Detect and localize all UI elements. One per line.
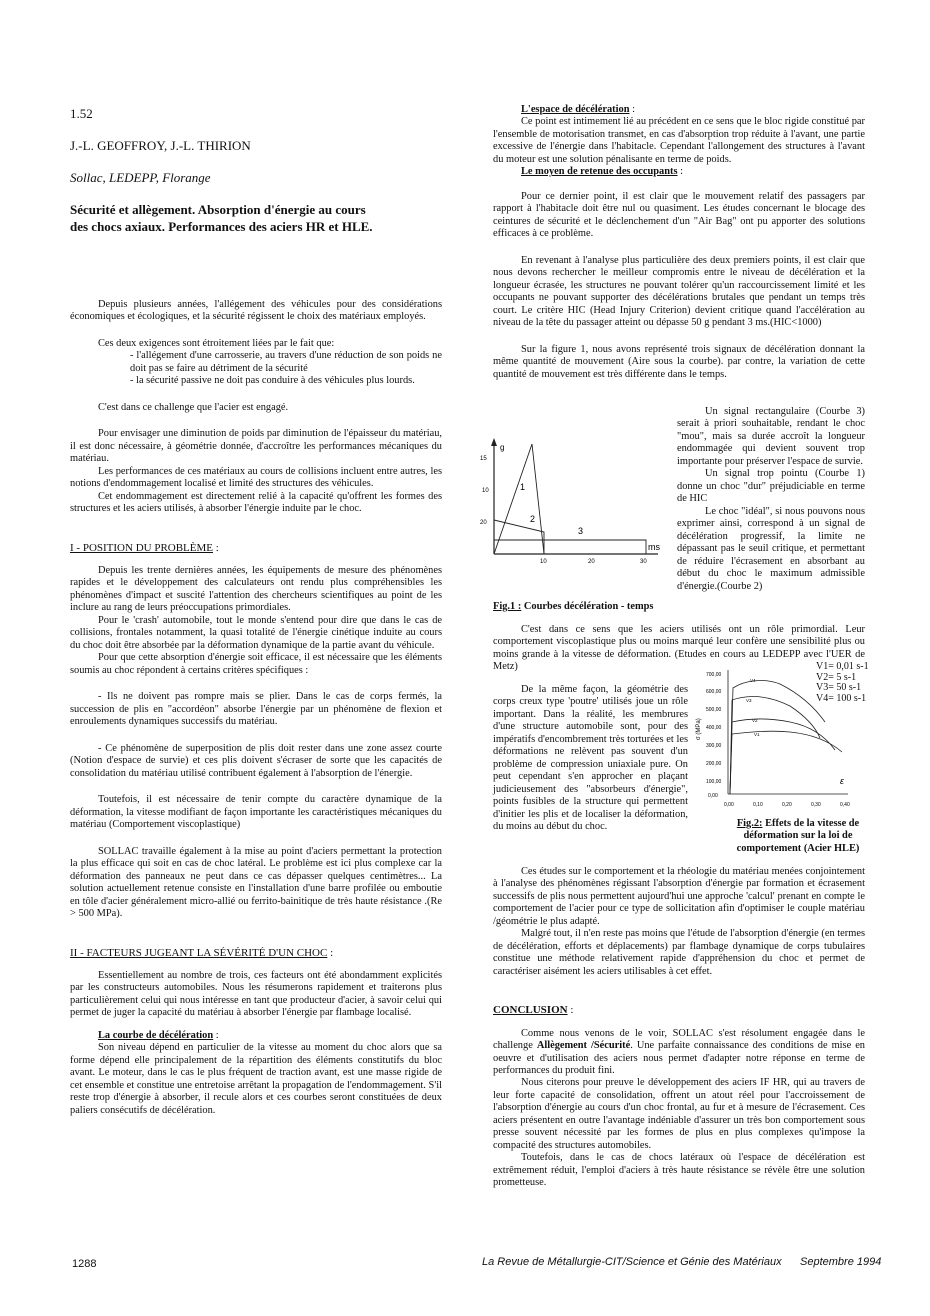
list-item: - Ce phénomène de superposition de plis doit rester dans une zone assez courte (Notion d'espace de survie) et ces plis doivent s'écraser de sorte que les capacités de consolidation du matériau utilisé contribuent également à l'absorption de l'énergie. [70, 742, 442, 779]
x-tick-label: 10 [540, 559, 547, 565]
list-item: - l'allégement d'une carrosserie, au travers d'une réduction de son poids ne doit pas se faire au détriment de la sécurité [130, 350, 442, 374]
x-tick-label: 0,10 [753, 802, 763, 808]
curve-2 [494, 520, 544, 554]
paragraph: Pour le 'crash' automobile, tout le monde s'entend pour dire que dans le cas de collisions, frontales notamment, la quasi totalité de l'énergie cinétique induite au cours du choc doit être absorbée par la déformation dynamique de la partie avant du véhicule. [70, 614, 442, 651]
curve-v3 [730, 697, 820, 794]
subsection-title: La courbe de décélération [98, 1029, 214, 1041]
deceleration-time-chart [478, 436, 668, 586]
y-tick-label: 15 [480, 456, 487, 462]
heading-colon: : [629, 104, 635, 115]
paragraph: Toutefois, il est nécessaire de tenir compte du caractère dynamique de la déformation, la vitesse modifiant de façon importante les caractéristiques mécaniques du matériau (Comportement viscoplastique) [70, 794, 442, 831]
curve-label: V1 [754, 732, 760, 737]
legend-entry: V3= 50 s-1 [816, 682, 862, 693]
heading-colon: : [327, 946, 334, 959]
paragraph: Pour que cette absorption d'énergie soit efficace, il est nécessaire que les éléments soumis au choc répondent à certains critères spécifiques : [70, 652, 442, 676]
subsection-title: Le moyen de retenue des occupants [521, 166, 678, 178]
section-heading [493, 1004, 865, 1017]
paragraph: Cet endommagement est directement relié à la capacité qu'offrent les formes des structures et les aciers utilisés, à absorber l'énergie induite par le choc. [70, 490, 442, 515]
paragraph: Essentiellement au nombre de trois, ces facteurs ont été abondamment explicités par les constructeurs automobiles. Nous les résumerons rapidement et traiterons plus particulièrement celui qui nous intéresse en tant que producteur d'acier, à savoir celui qui permet de juger la capacité du matériau à absorber l'énergie par flambage localisé. [70, 969, 442, 1019]
subsection-heading [493, 104, 865, 116]
paragraph: De la même façon, la géométrie des corps creux type 'poutre' utilisés joue un rôle important. Dans la réalité, les membrures d'une structure automobile sont, pour des impératifs d'encombrement très torturées et les déformations ne relèvent pas souvent d'un problème de compression uniaxiale pure. On peut cependant s'en approcher en plaçant judicieusement des "absorbeurs d'énergie", points fusibles de la structure qui permettent d'initier les plis et de localiser la déformation, du moins au début du choc. [493, 684, 688, 833]
paragraph: Ce point est intimement lié au précédent en ce sens que le bloc rigide constitué par l'ensemble de motorisation transmet, en cas d'absorption trop réduite à l'avant, une partie excessive de l'énergie dans l'habitacle. Cependant l'allongement des structures à l'avant du moteur est une solution pénalisante en terme de poids. [493, 116, 865, 165]
caption-line: comportement (Acier HLE) [736, 842, 860, 854]
section-title: II - FACTEURS JUGEANT LA SÉVÉRITÉ D'UN CHOC [70, 946, 328, 959]
section-heading [70, 542, 442, 555]
figure-2-caption [728, 818, 868, 855]
curve-label: V3 [746, 698, 752, 703]
section-title: I - POSITION DU PROBLÈME [70, 541, 213, 554]
right-column-narrow [493, 684, 688, 834]
article-number: 1.52 [70, 106, 93, 121]
y-axis-label: g [500, 443, 505, 452]
list-item: - la sécurité passive ne doit pas conduire à des véhicules plus lourds. [130, 375, 415, 387]
paragraph: C'est dans ce challenge que l'acier est engagé. [98, 401, 289, 413]
figure-1-caption [493, 601, 653, 612]
y-tick-label: 200,00 [706, 761, 722, 767]
paragraph: Pour ce dernier point, il est clair que le mouvement relatif des passagers par rapport à l'habitacle doit être nul ou quasiment. Les études concernant le blocage des ceintures de sécurité et le déclenchement d'un "Air Bag" ont pu apporter des solutions efficaces à ce problème. [493, 190, 865, 240]
paragraph: Ces deux exigences sont étroitement liées par le fait que: [98, 337, 335, 349]
paragraph: Son niveau dépend en particulier de la vitesse au moment du choc alors que sa forme dépend elle principalement de la répartition des éléments constitutifs du bloc avant. Le moteur, dans le cas le plus fréquent de traction avant, est une masse rigide de cet ensemble et constitue une entretoise arrêtant la propagation de l'endommagement. S'il reste trop d'énergie à absorber, il recule alors et ces courbes seront constituées de deux paliers consécutifs de décélération. [70, 1042, 442, 1116]
heading-colon: : [567, 1004, 574, 1017]
curve-3 [494, 540, 646, 554]
y-axis-label: σ (MPa) [696, 718, 702, 740]
figure-label: Fig.1 : [493, 601, 522, 612]
paragraph: SOLLAC travaille également à la mise au point d'aciers permettant la protection la plus efficace qui soit en cas de choc latéral. Le problème est ici plus complexe car la déformation des panneaux ne peut dans ce cas dépasser quelques centimètres... La solution actuellement retenue consiste en l'installation d'une barre profilée ou emboutie en tôle d'acier généralement micro-allié ou ferrito-bainitique de très haute résistance .(Re > 500 MPa). [70, 845, 442, 920]
paragraph: Pour envisager une diminution de poids par diminution de l'épaisseur du matériau, il est donc nécessaire, à géométrie donnée, d'accroître les performances mécaniques du matériau. [70, 428, 442, 465]
subsection-heading [70, 1030, 442, 1042]
curve-label: 2 [530, 514, 536, 524]
curve-label: 3 [578, 526, 584, 536]
heading-colon: : [213, 1029, 219, 1041]
right-column-top [493, 104, 865, 381]
subsection-title: L'espace de décélération [521, 104, 630, 115]
text-run: Comme nous venons de le voir, SOLLAC s'est résolument engagée dans le challenge [493, 1027, 865, 1052]
list-item: - Ils ne doivent pas rompre mais se plier. Dans le cas de corps fermés, la succession de plis en "accordéon" absorbe l'énergie par un phénomène de flexion et enroulements dynamiques successifs du matériau. [70, 691, 442, 728]
x-tick-label: 0,00 [724, 802, 734, 808]
paragraph: Depuis les trente dernières années, les équipements de mesure des phénomènes rapides et le développement des calculateurs ont rendu plus compréhensibles les phénomènes d'impact et suscité l'attention des chercheurs scientifiques au point de les inclure au rang de leurs préoccupations primordiales. [70, 564, 442, 614]
paragraph [493, 1028, 865, 1078]
curve-label: V2 [752, 718, 758, 723]
paragraph: Toutefois, dans le cas de chocs latéraux où l'espace de décélération est extrêmement réduit, l'emploi d'aciers à très haute résistance se révèle être une solution prometteuse. [493, 1152, 865, 1189]
heading-colon: : [677, 166, 684, 178]
curve-v1 [730, 731, 842, 794]
curve-v2 [730, 719, 835, 794]
y-tick-label: 400,00 [706, 725, 722, 731]
y-axis-arrow [491, 438, 497, 446]
paragraph: Le choc "idéal", si nous pouvons nous exprimer ainsi, correspond à un signal de décélération progressif, la limite ne dépassant pas le seuil critique, et permettant de réduire l'écrasement en absorbant au début du choc le maximum admissible d'énergie.(Courbe 2) [677, 505, 865, 592]
x-tick-label: 0,20 [782, 802, 792, 808]
x-axis-label: ε [840, 776, 844, 786]
paragraph: Ces études sur le comportement et la rhéologie du matériau menées conjointement à l'analyse des phénomènes régissant l'absorption d'énergie par formation et écrasement successifs de plis nous permettent aujourd'hui une approche 'calcul' prenant en compte le comportement de l'acier pour ce type de sollicitation afin d'optimiser le couple matériau /géométrie le plus adapté. [493, 866, 865, 927]
text-run: . Une parfaite connaissance des conditions de mise en oeuvre et d'utilisation des aciers nous permet d'adapter notre réponse en terme de performances du produit fini. [493, 1040, 865, 1076]
paragraph: Nous citerons pour preuve le développement des aciers IF HR, qui au travers de leur forte capacité de consolidation, offrent un atout réel pour l'accroissement de l'absorption d'énergie au cours d'un choc frontal, au fur et à mesure de l'écrasement. Ces aciers présentent en outre l'avantage indéniable d'assurer un très bon comportement sous presse souvent nécessité par les formes de plus en plus complexes qu'impose la compacité des structures automobiles. [493, 1077, 865, 1151]
x-tick-label: 30 [640, 559, 647, 565]
journal-name: La Revue de Métallurgie-CIT/Science et Génie des Matériaux [482, 1256, 782, 1268]
title-line-1: Sécurité et allègement. Absorption d'énergie au cours [70, 202, 366, 217]
caption-text: Effets de la vitesse de [762, 818, 860, 829]
x-tick-label: 20 [588, 559, 595, 565]
y-tick-label: 20 [480, 520, 487, 526]
y-tick-label: 700,00 [706, 672, 722, 678]
y-tick-label: 0,00 [708, 793, 718, 799]
curve-1 [494, 444, 544, 554]
paragraph: C'est dans ce sens que les aciers utilisés ont un rôle primordial. Leur comportement viscoplastique plus ou moins marqué leur confère une sensibilité plus ou moins grande à la vitesse de déformation. (Etudes en cours au LEDEPP avec l'UER de Metz) [493, 624, 865, 673]
affiliation: Sollac, LEDEPP, Florange [70, 170, 211, 185]
issue-date: Septembre 1994 [800, 1256, 882, 1268]
caption-line: déformation sur la loi de [743, 830, 853, 842]
caption-line [728, 818, 868, 830]
paragraph: En revenant à l'analyse plus particulière des deux premiers points, il est clair que nous devons rechercher le meilleur compromis entre le niveau de décélération et la longueur écrasée, les structures ne pouvant tolérer qu'un raccourcissement limité et les occupants ne pouvant supporter des décélérations brutales que pendant un temps très court. Le critère HIC (Head Injury Criterion) devient critique quand l'accélération au niveau de la tête du passager atteint ou dépasse 50 g pendant 3 ms.(HIC<1000) [493, 254, 865, 329]
y-tick-label: 100,00 [706, 779, 722, 785]
text-run-bold: Allègement /Sécurité [536, 1040, 631, 1052]
section-title: CONCLUSION [493, 1004, 568, 1017]
paragraph: Depuis plusieurs années, l'allégement des véhicules pour des considérations économiques et écologiques, et la sécurité régissent le choix des matériaux employés. [70, 299, 442, 323]
legend-entry: V2= 5 s-1 [816, 671, 857, 683]
paragraph: Un signal rectangulaire (Courbe 3) serait à priori souhaitable, rendant le choc "mou", mais sa durée accroît la longueur endommagée qui devient souvent trop importante pour préserver l'espace de survie. [677, 406, 865, 467]
x-axis-label: ms [648, 542, 660, 552]
right-column-bottom [493, 866, 865, 1190]
x-tick-label: 0,40 [840, 802, 850, 808]
paragraph: Un signal trop pointu (Courbe 1) donne un choc "dur" préjudiciable en terme de HIC [677, 468, 865, 505]
y-tick-label: 600,00 [706, 689, 722, 695]
paragraph: Malgré tout, il n'en reste pas moins que l'étude de l'absorption d'énergie (en termes de décélération, efforts et déplacements) par flambage dynamique de corps tubulaires constitue une méthode relativement rapide d'appréhension du choc et permet de caractériser aisément les aciers utilisables à cet effet. [493, 928, 865, 977]
y-tick-label: 10 [482, 488, 489, 494]
heading-colon: : [213, 541, 219, 554]
left-column [70, 299, 442, 1117]
fig2-legend [816, 662, 869, 704]
legend-entry: V1= 0,01 s-1 [816, 661, 869, 672]
authors: J.-L. GEOFFROY, J.-L. THIRION [70, 138, 251, 153]
figure-label: Fig.2: [736, 818, 763, 829]
y-tick-label: 300,00 [706, 743, 722, 749]
legend-entry: V4= 100 s-1 [816, 692, 867, 704]
curve-label: V4 [750, 678, 756, 683]
article-title [70, 202, 373, 236]
y-tick-label: 500,00 [706, 707, 722, 713]
curve-label: 1 [520, 482, 526, 492]
page-number: 1288 [72, 1258, 97, 1270]
paragraph: Sur la figure 1, nous avons représenté trois signaux de décélération donnant la même quantité de mouvement (Aire sous la courbe). par contre, la variation de cette quantité de mouvement est très différente dans le temps. [493, 343, 865, 380]
fig1-description [677, 406, 865, 593]
subsection-heading [493, 166, 865, 178]
section-heading [70, 947, 442, 960]
x-tick-label: 0,30 [811, 802, 821, 808]
caption-text: Courbes décélération - temps [521, 601, 654, 612]
paragraph: Les performances de ces matériaux au cours de collisions incluent entre autres, les notions d'endommagement localisé et limité des structures des véhicules. [70, 465, 442, 490]
title-line-2: des chocs axiaux. Performances des aciers HR et HLE. [70, 218, 373, 234]
